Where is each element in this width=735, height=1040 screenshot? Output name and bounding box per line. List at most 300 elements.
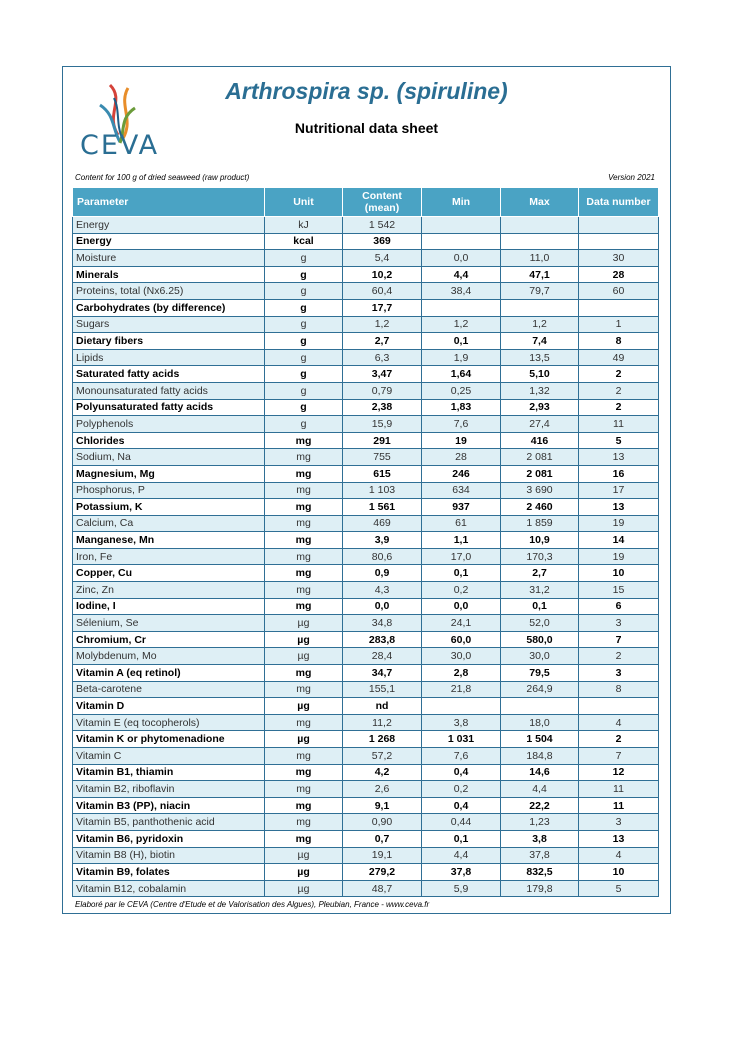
cell-unit: µg [265,698,343,715]
cell-min: 0,25 [422,382,501,399]
cell-data-number: 13 [579,499,659,516]
table-row [73,598,659,615]
cell-parameter: Carbohydrates (by difference) [73,299,265,316]
cell-data-number: 11 [579,797,659,814]
cell-data-number: 10 [579,565,659,582]
cell-min: 7,6 [422,416,501,433]
cell-max: 3,8 [501,830,579,847]
cell-unit: µg [265,648,343,665]
cell-content: 279,2 [343,864,422,881]
cell-max: 2,93 [501,399,579,416]
cell-content: nd [343,698,422,715]
cell-parameter: Vitamin B9, folates [73,864,265,881]
cell-parameter: Beta-carotene [73,681,265,698]
cell-min [422,217,501,234]
cell-parameter: Monounsaturated fatty acids [73,382,265,399]
cell-max: 79,5 [501,665,579,682]
table-row [73,665,659,682]
content-note: Content for 100 g of dried seaweed (raw product) [75,173,250,182]
cell-unit: mg [265,598,343,615]
table-row [73,582,659,599]
cell-min: 1,1 [422,532,501,549]
col-header-min: Min [422,188,501,217]
cell-min: 1,9 [422,349,501,366]
ceva-logo-text: CEVA [80,130,160,161]
cell-data-number [579,233,659,250]
cell-content: 60,4 [343,283,422,300]
cell-content: 17,7 [343,299,422,316]
table-row [73,366,659,383]
cell-content: 4,3 [343,582,422,599]
cell-unit: g [265,250,343,267]
cell-data-number: 2 [579,648,659,665]
cell-data-number: 8 [579,333,659,350]
table-row [73,333,659,350]
cell-content: 34,7 [343,665,422,682]
cell-min: 37,8 [422,864,501,881]
cell-unit: µg [265,631,343,648]
cell-max: 170,3 [501,548,579,565]
cell-data-number: 2 [579,731,659,748]
cell-min: 246 [422,465,501,482]
nutrition-table [72,187,659,897]
table-row [73,515,659,532]
cell-unit: mg [265,814,343,831]
cell-data-number: 30 [579,250,659,267]
cell-unit: g [265,399,343,416]
cell-unit: g [265,382,343,399]
cell-unit: mg [265,565,343,582]
cell-content: 755 [343,449,422,466]
cell-content: 1 561 [343,499,422,516]
cell-max: 79,7 [501,283,579,300]
table-row [73,548,659,565]
cell-data-number: 2 [579,399,659,416]
table-row [73,797,659,814]
cell-content: 15,9 [343,416,422,433]
cell-max [501,217,579,234]
cell-max: 0,1 [501,598,579,615]
cell-max: 22,2 [501,797,579,814]
footer-credit: Elaboré par le CEVA (Centre d'Etude et de Valorisation des Algues), Pleubian, France - www.ceva.fr [75,900,430,909]
cell-min: 1,2 [422,316,501,333]
cell-max: 7,4 [501,333,579,350]
table-row [73,764,659,781]
cell-max: 14,6 [501,764,579,781]
cell-parameter: Vitamin K or phytomenadione [73,731,265,748]
cell-content: 0,90 [343,814,422,831]
cell-content: 1 103 [343,482,422,499]
cell-max: 11,0 [501,250,579,267]
cell-min: 60,0 [422,631,501,648]
cell-content: 3,47 [343,366,422,383]
cell-parameter: Calcium, Ca [73,515,265,532]
cell-content: 0,0 [343,598,422,615]
cell-parameter: Sodium, Na [73,449,265,466]
col-header-data-number: Data number [579,188,659,217]
cell-content: 0,9 [343,565,422,582]
cell-max [501,233,579,250]
cell-data-number: 12 [579,764,659,781]
cell-max: 1,2 [501,316,579,333]
cell-unit: kJ [265,217,343,234]
cell-content: 283,8 [343,631,422,648]
cell-parameter: Dietary fibers [73,333,265,350]
cell-max: 2 081 [501,449,579,466]
cell-content: 369 [343,233,422,250]
cell-unit: mg [265,665,343,682]
cell-max: 5,10 [501,366,579,383]
cell-min [422,299,501,316]
table-row [73,233,659,250]
table-row [73,399,659,416]
table-row [73,631,659,648]
cell-unit: g [265,416,343,433]
cell-max: 1 504 [501,731,579,748]
cell-max: 1 859 [501,515,579,532]
cell-max: 179,8 [501,880,579,897]
cell-data-number [579,299,659,316]
cell-data-number: 17 [579,482,659,499]
cell-parameter: Vitamin B3 (PP), niacin [73,797,265,814]
cell-parameter: Sélenium, Se [73,615,265,632]
cell-max: 832,5 [501,864,579,881]
cell-parameter: Chromium, Cr [73,631,265,648]
cell-max: 18,0 [501,714,579,731]
cell-max: 1,23 [501,814,579,831]
table-row [73,449,659,466]
cell-max: 47,1 [501,266,579,283]
cell-min: 937 [422,499,501,516]
table-row [73,349,659,366]
cell-min [422,233,501,250]
cell-min: 17,0 [422,548,501,565]
cell-max: 4,4 [501,781,579,798]
cell-data-number: 7 [579,748,659,765]
cell-min [422,698,501,715]
cell-data-number: 11 [579,781,659,798]
cell-parameter: Vitamin B1, thiamin [73,764,265,781]
cell-unit: µg [265,864,343,881]
cell-min: 1,64 [422,366,501,383]
cell-unit: mg [265,548,343,565]
table-row [73,266,659,283]
cell-parameter: Saturated fatty acids [73,366,265,383]
cell-parameter: Proteins, total (Nx6.25) [73,283,265,300]
cell-parameter: Minerals [73,266,265,283]
cell-min: 3,8 [422,714,501,731]
table-row [73,681,659,698]
cell-content: 34,8 [343,615,422,632]
cell-min: 0,4 [422,797,501,814]
table-row [73,217,659,234]
cell-data-number: 5 [579,432,659,449]
table-row [73,416,659,433]
cell-data-number: 7 [579,631,659,648]
cell-content: 19,1 [343,847,422,864]
cell-parameter: Manganese, Mn [73,532,265,549]
cell-unit: µg [265,615,343,632]
cell-content: 3,9 [343,532,422,549]
cell-min: 634 [422,482,501,499]
page-subtitle: Nutritional data sheet [294,120,439,136]
cell-parameter: Vitamin D [73,698,265,715]
table-row [73,465,659,482]
cell-max [501,698,579,715]
version-label: Version 2021 [608,173,655,182]
cell-content: 80,6 [343,548,422,565]
cell-parameter: Vitamin B12, cobalamin [73,880,265,897]
cell-content: 4,2 [343,764,422,781]
cell-parameter: Polyunsaturated fatty acids [73,399,265,416]
cell-parameter: Chlorides [73,432,265,449]
cell-min: 21,8 [422,681,501,698]
cell-parameter: Magnesium, Mg [73,465,265,482]
cell-data-number [579,698,659,715]
cell-unit: mg [265,449,343,466]
cell-parameter: Vitamin B5, panthothenic acid [73,814,265,831]
cell-parameter: Vitamin B6, pyridoxin [73,830,265,847]
cell-data-number: 13 [579,449,659,466]
cell-unit: mg [265,714,343,731]
cell-data-number: 3 [579,814,659,831]
cell-data-number [579,217,659,234]
cell-parameter: Vitamin B2, riboflavin [73,781,265,798]
cell-unit: µg [265,847,343,864]
cell-unit: g [265,299,343,316]
cell-min: 7,6 [422,748,501,765]
cell-max: 2 081 [501,465,579,482]
cell-parameter: Potassium, K [73,499,265,516]
table-row [73,830,659,847]
page-title: Arthrospira sp. (spiruline) [225,78,508,104]
cell-max: 31,2 [501,582,579,599]
table-row [73,731,659,748]
cell-content: 48,7 [343,880,422,897]
cell-max: 3 690 [501,482,579,499]
cell-min: 0,1 [422,830,501,847]
cell-unit: mg [265,432,343,449]
cell-max: 184,8 [501,748,579,765]
cell-data-number: 11 [579,416,659,433]
cell-content: 291 [343,432,422,449]
cell-max: 52,0 [501,615,579,632]
cell-content: 2,38 [343,399,422,416]
table-row [73,499,659,516]
table-header-row [73,188,659,217]
cell-content: 28,4 [343,648,422,665]
cell-data-number: 28 [579,266,659,283]
cell-min: 0,0 [422,250,501,267]
table-row [73,283,659,300]
cell-content: 10,2 [343,266,422,283]
table-row [73,698,659,715]
cell-min: 0,2 [422,781,501,798]
cell-unit: mg [265,830,343,847]
cell-min: 2,8 [422,665,501,682]
cell-unit: g [265,366,343,383]
cell-unit: mg [265,532,343,549]
cell-max: 2,7 [501,565,579,582]
cell-data-number: 8 [579,681,659,698]
table-row [73,615,659,632]
cell-min: 1,83 [422,399,501,416]
table-row [73,648,659,665]
cell-min: 0,2 [422,582,501,599]
cell-content: 57,2 [343,748,422,765]
cell-min: 4,4 [422,847,501,864]
cell-min: 0,44 [422,814,501,831]
table-row [73,781,659,798]
cell-content: 0,79 [343,382,422,399]
cell-min: 5,9 [422,880,501,897]
cell-content: 1 268 [343,731,422,748]
cell-parameter: Copper, Cu [73,565,265,582]
cell-content: 1,2 [343,316,422,333]
cell-content: 2,7 [343,333,422,350]
cell-unit: mg [265,482,343,499]
col-header-content: Content (mean) [343,188,422,217]
cell-content: 6,3 [343,349,422,366]
cell-parameter: Vitamin C [73,748,265,765]
table-row [73,316,659,333]
cell-unit: mg [265,515,343,532]
cell-data-number: 16 [579,465,659,482]
cell-parameter: Vitamin B8 (H), biotin [73,847,265,864]
cell-min: 24,1 [422,615,501,632]
cell-content: 5,4 [343,250,422,267]
table-row [73,532,659,549]
table-row [73,250,659,267]
cell-unit: g [265,266,343,283]
cell-min: 4,4 [422,266,501,283]
cell-data-number: 3 [579,615,659,632]
cell-unit: mg [265,499,343,516]
cell-min: 28 [422,449,501,466]
cell-unit: mg [265,764,343,781]
table-row [73,748,659,765]
cell-unit: g [265,283,343,300]
cell-parameter: Energy [73,217,265,234]
cell-content: 11,2 [343,714,422,731]
col-header-parameter: Parameter [73,188,265,217]
cell-data-number: 60 [579,283,659,300]
cell-data-number: 15 [579,582,659,599]
cell-min: 1 031 [422,731,501,748]
cell-data-number: 4 [579,847,659,864]
table-row [73,880,659,897]
cell-parameter: Sugars [73,316,265,333]
cell-data-number: 4 [579,714,659,731]
table-row [73,814,659,831]
col-header-max: Max [501,188,579,217]
cell-max: 264,9 [501,681,579,698]
cell-parameter: Vitamin A (eq retinol) [73,665,265,682]
cell-min: 30,0 [422,648,501,665]
cell-unit: µg [265,880,343,897]
cell-parameter: Iodine, I [73,598,265,615]
cell-parameter: Zinc, Zn [73,582,265,599]
table-row [73,382,659,399]
cell-data-number: 5 [579,880,659,897]
cell-parameter: Iron, Fe [73,548,265,565]
cell-content: 615 [343,465,422,482]
cell-parameter: Polyphenols [73,416,265,433]
table-row [73,714,659,731]
cell-unit: mg [265,797,343,814]
cell-data-number: 49 [579,349,659,366]
cell-unit: mg [265,681,343,698]
cell-content: 9,1 [343,797,422,814]
cell-min: 0,1 [422,333,501,350]
cell-content: 155,1 [343,681,422,698]
cell-unit: mg [265,748,343,765]
cell-data-number: 10 [579,864,659,881]
cell-content: 1 542 [343,217,422,234]
cell-max: 37,8 [501,847,579,864]
cell-min: 61 [422,515,501,532]
table-row [73,847,659,864]
cell-unit: mg [265,781,343,798]
cell-max: 27,4 [501,416,579,433]
cell-min: 0,4 [422,764,501,781]
cell-unit: mg [265,465,343,482]
cell-unit: mg [265,582,343,599]
cell-max: 13,5 [501,349,579,366]
cell-data-number: 6 [579,598,659,615]
cell-content: 469 [343,515,422,532]
cell-data-number: 13 [579,830,659,847]
cell-parameter: Vitamin E (eq tocopherols) [73,714,265,731]
cell-unit: g [265,316,343,333]
cell-unit: g [265,333,343,350]
table-row [73,565,659,582]
cell-data-number: 3 [579,665,659,682]
cell-unit: µg [265,731,343,748]
cell-data-number: 2 [579,382,659,399]
cell-data-number: 2 [579,366,659,383]
cell-data-number: 14 [579,532,659,549]
table-row [73,864,659,881]
cell-parameter: Molybdenum, Mo [73,648,265,665]
cell-min: 0,0 [422,598,501,615]
cell-content: 0,7 [343,830,422,847]
table-row [73,482,659,499]
cell-max [501,299,579,316]
cell-max: 416 [501,432,579,449]
cell-max: 580,0 [501,631,579,648]
cell-max: 10,9 [501,532,579,549]
cell-content: 2,6 [343,781,422,798]
table-row [73,432,659,449]
cell-min: 38,4 [422,283,501,300]
cell-data-number: 1 [579,316,659,333]
cell-max: 2 460 [501,499,579,516]
cell-parameter: Phosphorus, P [73,482,265,499]
cell-min: 19 [422,432,501,449]
cell-unit: g [265,349,343,366]
cell-max: 30,0 [501,648,579,665]
table-row [73,299,659,316]
cell-data-number: 19 [579,515,659,532]
cell-min: 0,1 [422,565,501,582]
col-header-unit: Unit [265,188,343,217]
cell-parameter: Lipids [73,349,265,366]
cell-unit: kcal [265,233,343,250]
cell-parameter: Energy [73,233,265,250]
cell-max: 1,32 [501,382,579,399]
cell-parameter: Moisture [73,250,265,267]
